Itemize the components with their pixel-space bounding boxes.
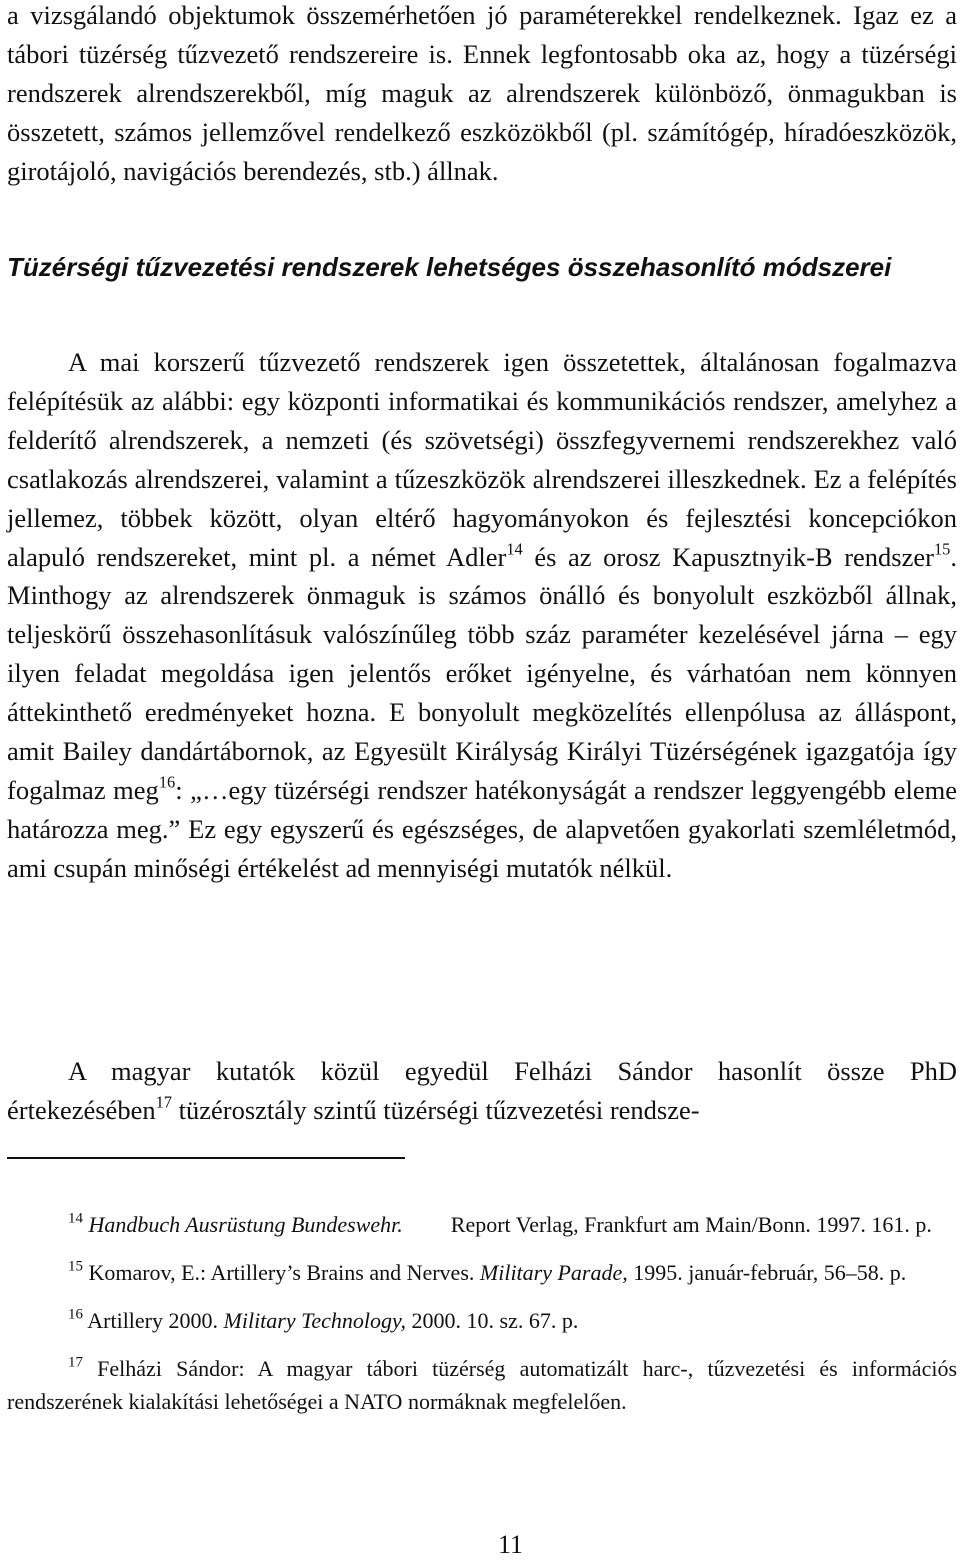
footnote-16	[7, 1304, 957, 1337]
footnote-italic: Handbuch Ausrüstung Bundeswehr.	[88, 1212, 403, 1237]
footnote-separator	[7, 1157, 405, 1159]
page-number: 11	[498, 1530, 524, 1559]
paragraph-fire-control-systems	[7, 343, 957, 888]
footnote-15	[7, 1256, 957, 1289]
paragraph2-text-1: A mai korszerű tűzvezető rendszerek igen összetettek, általánosan fogalmazva felépítésük az alábbi: egy központi informatikai és kommunikációs rendszer, amelyhez a felderítő alrendszerek, a nemzeti (és szövetségi) összfegyvernemi rendszerekhez való csatlakozás alrendszerei, valamint a tűzeszközök alrendszerei illeszkednek. Ez a felépítés jellemez, többek között, olyan eltérő hagyományokon és fejlesztési koncepciókon alapuló rendszereket, mint pl. a német Adler	[7, 347, 957, 572]
section-heading: Tüzérségi tűzvezetési rendszerek lehetséges összehasonlító módszerei	[7, 252, 892, 282]
paragraph-hungarian-researchers	[7, 1052, 957, 1130]
paragraph2-text-2: és az orosz Kapusztnyik-B rendszer	[522, 541, 934, 572]
footnote-italic: Military Parade,	[479, 1260, 628, 1285]
footnote-number: 15	[68, 1258, 83, 1275]
footnotes	[7, 1208, 957, 1433]
footnote-number: 14	[68, 1210, 83, 1227]
paragraph-continuation: a vizsgálandó objektumok összemérhetően jó paraméterekkel rendelkeznek. Igaz ez a tábori tüzérség tűzvezető rendszereire is. Ennek legfontosabb oka az, hogy a tüzérségi rendszerek alrendszerekből, míg maguk az alrendszerek különböző, önmagukban is összetett, számos jellemzővel rendelkező eszközökből (pl. számítógép, híradóeszközök, girotájoló, navigációs berendezés, stb.) állnak.	[7, 0, 957, 186]
footnote-ref-16: 16	[158, 772, 176, 792]
footnote-text-end: 2000. 10. sz. 67. p.	[406, 1308, 579, 1333]
footnote-number: 17	[68, 1354, 83, 1371]
footnote-text: Felházi Sándor: A magyar tábori tüzérség automatizált harc-, tűzvezetési és információs rendszerének kialakítási lehetőségei a NATO normáknak megfelelően.	[7, 1356, 958, 1414]
footnote-text-end: 1995. január-február, 56–58. p.	[627, 1260, 907, 1285]
footnote-text: Komarov, E.: Artillery’s Brains and Nerves.	[88, 1260, 480, 1285]
footnote-ref-17: 17	[155, 1092, 173, 1112]
paragraph3-text-2: tüzérosztály szintű tüzérségi tűzvezetési rendsze-	[172, 1094, 700, 1125]
footnote-italic: Military Technology,	[223, 1308, 407, 1333]
paragraph2-text-4: : „…egy tüzérségi rendszer hatékonyságát a rendszer leggyengébb eleme határozza meg.” Ez egy egyszerű és egészséges, de alapvetően gyakorlati szemléletmód, ami csupán minőségi értékelést ad mennyiségi mutatók nélkül.	[7, 774, 957, 883]
paragraph2-text-3: . Minthogy az alrendszerek önmaguk is számos önálló és bonyolult eszközből állnak, teljeskörű összehasonlításuk valószínűleg több száz paraméter kezelésével járna – egy ilyen feladat megoldása igen jelentős erőket igényelne, és várhatóan nem könnyen áttekinthető eredményeket hozna. E bonyolult megközelítés ellenpólusa az álláspont, amit Bailey dandártábornok, az Egyesült Királyság Királyi Tüzérségének igazgatója így fogalmaz meg	[7, 541, 957, 805]
footnote-number: 16	[68, 1306, 83, 1323]
footnote-ref-14: 14	[506, 539, 523, 559]
footnote-ref-15: 15	[933, 539, 951, 559]
footnote-text: Artillery 2000.	[87, 1308, 224, 1333]
paragraph3-text-1: A magyar kutatók közül egyedül Felházi Sándor hasonlít össze PhD értekezésében	[7, 1056, 957, 1125]
footnote-14	[7, 1208, 957, 1241]
footnote-17	[7, 1352, 957, 1418]
footnote-text: Report Verlag, Frankfurt am Main/Bonn. 1997. 161. p.	[450, 1212, 932, 1237]
